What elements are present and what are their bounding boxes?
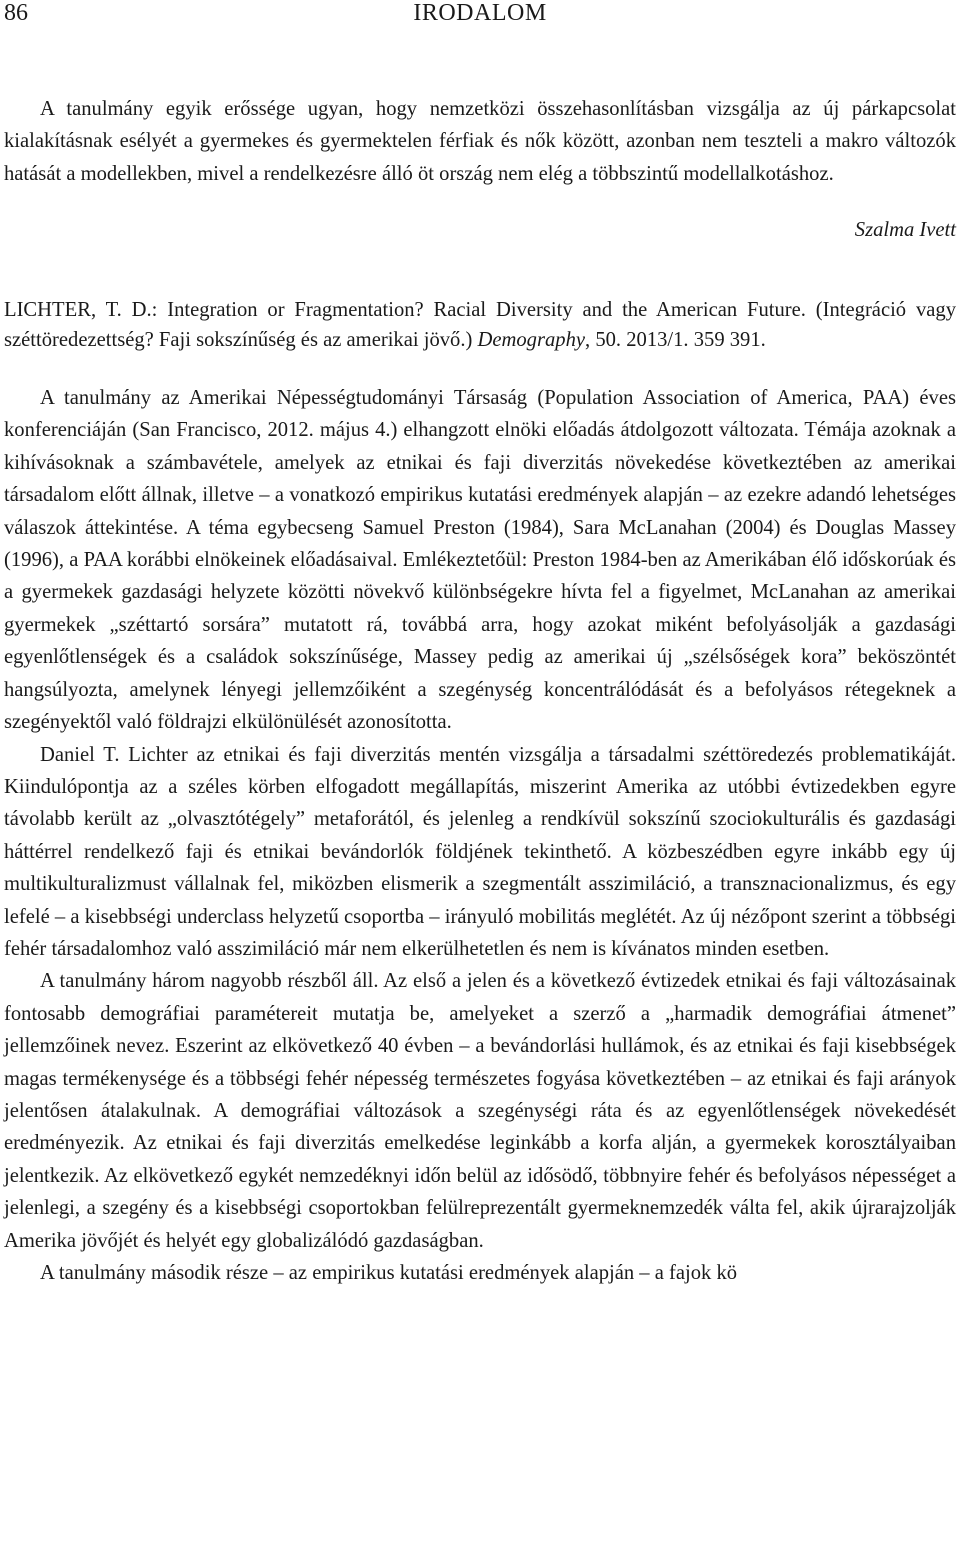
citation-main: LICHTER, T. D.: Integration or Fragmentation? Racial Diversity and the American Future. (Integráció vagy széttöredezettség? Faji sokszínűség és az amerikai jövő.) (4, 298, 956, 351)
citation-journal: Demography (477, 328, 586, 351)
citation-details: , 50. 2013/1. 359 391. (585, 328, 766, 351)
page-header (4, 0, 956, 40)
bibliographic-citation (4, 295, 956, 355)
review-paragraph: A tanulmány második része – az empirikus kutatási eredmények alapján – a fajok kö (40, 1262, 738, 1284)
review-paragraph: A tanulmány az Amerikai Népességtudományi Társaság (Population Association of America, PAA) éves konferenciáján (San Francisco, 2012. május 4.) elhangzott elnöki előadás átdolgozott változata. Témája azoknak a kihívásoknak a számbavétele, amelyek az etnikai és faji diverzitás növekedése következtében az amerikai társadalom előtt állnak, illetve – a vonatkozó empirikus kutatási eredmények alapján – az ezekre adandó lehetséges válaszok áttekintése. A téma egybecseng Samuel Preston (1984), Sara McLanahan (2004) és Douglas Massey (1996), a PAA korábbi elnökeinek előadásaival. Emlékeztetőül: Preston 1984-ben az Amerikában élő időskorúak és a gyermekek gazdasági helyzete közötti növekvő különbségekre hívta fel a figyelmet, McLanahan az amerikai gyermekek „széttartó sorsára” mutatott rá, továbbá arra, hogy azokat miként befolyásolják a gazdasági egyenlőtlenségek és a családok sokszínűsége, Massey pedig az amerikai új „szélsőségek kora” beköszöntét hangsúlyozta, amelynek lényegi jellemzőiként a szegénység koncentrálódását és a befolyásos rétegeknek a szegényektől való földrajzi elkülönülését azonosította. (4, 387, 956, 734)
review-paragraph: A tanulmány három nagyobb részből áll. Az első a jelen és a következő évtizedek etnikai és faji változásainak fontosabb demográfiai paramétereit mutatja be, amelyeket a szerző a „harmadik demográfiai átmenet” jellemzőinek nevez. Eszerint az elkövetkező 40 évben – a bevándorlási hullámok, és az etnikai és faji kisebbségek magas termékenysége és a többségi fehér népesség természetes fogyása következtében – az etnikai és faji arányok jelentősen átalakulnak. A demográfiai változások a szegénységi ráta és az egyenlőtlenségek növekedését eredményezik. Az etnikai és faji diverzitás emelkedése leginkább a korfa alján, a gyermekek korosztályaiban jelentkezik. Az elkövetkező egykét nemzedéknyi időn belül az idősödő, többnyire fehér és befolyásos népességet a jelenlegi, a szegény és a kisebbségi csoportokban felülreprezentált gyermeknemzedék válta fel, akik újrarajzolják Amerika jövőjét és helyét egy globalizálódó gazdaságban. (4, 970, 956, 1252)
running-title: IRODALOM (413, 0, 547, 26)
page-number: 86 (4, 0, 28, 26)
review-paragraph: A tanulmány egyik erőssége ugyan, hogy nemzetközi összehasonlításban vizsgálja az új párkapcsolat kialakításnak esélyét a gyermekes és gyermektelen férfiak és nők között, azonban nem teszteli a makro változók hatását a modellekben, mivel a rendelkezésre álló öt ország nem elég a többszintű modellalkotáshoz. (4, 98, 956, 185)
document-page (4, 0, 956, 1289)
reviewer-signature: Szalma Ivett (854, 219, 956, 242)
review-paragraph: Daniel T. Lichter az etnikai és faji diverzitás mentén vizsgálja a társadalmi széttöredezés problematikáját. Kiindulópontja az a széles körben elfogadott megállapítás, miszerint Amerika az utóbbi évtizedekben egyre távolabb került az „olvasztótégely” metaforától, és jelenleg a rendkívül sokszínű szociokulturális és gazdasági háttérrel rendelkező faji és etnikai bevándorlók földjének tekinthető. A közbeszédben egyre inkább egy új multikulturalizmust vállalnak fel, miközben elismerik a szegmentált asszimiláció, a transznacionalizmus, és egy lefelé – a kisebbségi underclass helyzetű csoportba – irányuló mobilitás meglétét. Az új nézőpont szerint a többségi fehér társadalomhoz való asszimiláció már nem elkerülhetetlen és nem is kívánatos minden esetben. (4, 743, 956, 960)
